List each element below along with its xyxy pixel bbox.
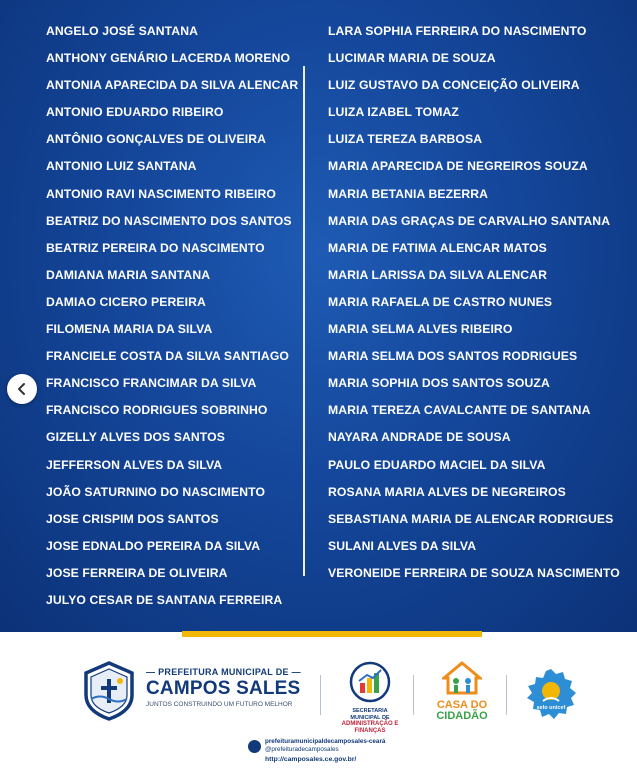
city-name: CAMPOS SALES — [146, 678, 301, 699]
admin-financas-logo — [340, 661, 400, 734]
names-column-right — [328, 18, 628, 587]
unicef-label: selo unicef — [536, 705, 566, 711]
name-item: MARIA DAS GRAÇAS DE CARVALHO SANTANA — [328, 213, 611, 228]
name-item: JULYO CESAR DE SANTANA FERREIRA — [46, 592, 283, 607]
casa-line-2: CIDADÃO — [436, 710, 488, 722]
prefeitura-logo — [80, 661, 315, 721]
admin-label: ADMINISTRAÇÃO E FINANÇAS — [341, 721, 399, 734]
name-item: JEFFERSON ALVES DA SILVA — [46, 457, 223, 472]
admin-chart-icon — [349, 661, 391, 703]
prefeitura-label: — PREFEITURA MUNICIPAL DE — — [146, 667, 301, 677]
name-item: JOSE FERREIRA DE OLIVEIRA — [46, 565, 228, 580]
name-item: BEATRIZ PEREIRA DO NASCIMENTO — [46, 240, 265, 255]
name-item: MARIA SELMA ALVES RIBEIRO — [328, 322, 513, 337]
logo-divider — [320, 675, 321, 715]
name-item: SEBASTIANA MARIA DE ALENCAR RODRIGUES — [328, 511, 614, 526]
house-icon — [442, 661, 482, 695]
website-link[interactable]: http://camposales.ce.gov.br/ — [265, 756, 357, 763]
name-item: FRANCISCO RODRIGUES SOBRINHO — [46, 403, 268, 418]
name-item: VERONEIDE FERREIRA DE SOUZA NASCIMENTO — [328, 565, 620, 580]
name-item: ANTONIO LUIZ SANTANA — [46, 159, 197, 174]
name-item: LUIZA TEREZA BARBOSA — [328, 132, 483, 147]
previous-slide-button[interactable] — [7, 374, 37, 404]
name-item: MARIA SELMA DOS SANTOS RODRIGUES — [328, 349, 578, 364]
name-item: MARIA DE FATIMA ALENCAR MATOS — [328, 240, 547, 255]
contact-handle-1[interactable]: prefeituramunicipaldecamposales-ceará — [265, 738, 386, 745]
column-divider — [303, 66, 305, 576]
name-item: MARIA BETANIA BEZERRA — [328, 186, 489, 201]
name-item: FRANCIELE COSTA DA SILVA SANTIAGO — [46, 349, 289, 364]
unicef-seal-icon — [523, 667, 579, 723]
name-item: MARIA APARECIDA DE NEGREIROS SOUZA — [328, 159, 588, 174]
casa-line-1: CASA DO — [436, 699, 488, 711]
name-item: DAMIANA MARIA SANTANA — [46, 267, 211, 282]
name-item: PAULO EDUARDO MACIEL DA SILVA — [328, 457, 546, 472]
name-item: FILOMENA MARIA DA SILVA — [46, 322, 213, 337]
logo-divider — [506, 675, 507, 715]
name-item: NAYARA ANDRADE DE SOUSA — [328, 430, 511, 445]
name-item: BEATRIZ DO NASCIMENTO DOS SANTOS — [46, 213, 292, 228]
casa-do-cidadao-logo — [434, 661, 490, 731]
name-item: DAMIAO CICERO PEREIRA — [46, 294, 206, 309]
contact-handle-2[interactable]: @prefeituradecamposales — [265, 746, 339, 753]
name-item: SULANI ALVES DA SILVA — [328, 538, 477, 553]
city-crest-icon — [80, 661, 138, 721]
name-item: ANTONIO RAVI NASCIMENTO RIBEIRO — [46, 186, 276, 201]
name-item: ANTONIA APARECIDA DA SILVA ALENCAR — [46, 78, 299, 93]
name-item: MARIA SOPHIA DOS SANTOS SOUZA — [328, 376, 550, 391]
name-item: JOSE CRISPIM DOS SANTOS — [46, 511, 219, 526]
name-item: MARIA LARISSA DA SILVA ALENCAR — [328, 267, 547, 282]
name-item: ROSANA MARIA ALVES DE NEGREIROS — [328, 484, 566, 499]
social-icon — [248, 740, 261, 753]
city-tagline: JUNTOS CONSTRUINDO UM FUTURO MELHOR — [146, 701, 293, 708]
name-item: ANTÔNIO GONÇALVES DE OLIVEIRA — [46, 132, 267, 147]
name-item: LUIZA IZABEL TOMAZ — [328, 105, 459, 120]
selo-unicef-logo — [523, 667, 579, 723]
name-item: GIZELLY ALVES DOS SANTOS — [46, 430, 225, 445]
name-item: MARIA TEREZA CAVALCANTE DE SANTANA — [328, 403, 591, 418]
chevron-left-icon — [15, 382, 29, 396]
footer — [0, 637, 637, 769]
name-item: LUIZ GUSTAVO DA CONCEIÇÃO OLIVEIRA — [328, 78, 580, 93]
admin-small-label: SECRETARIA MUNICIPAL DE — [350, 708, 390, 721]
names-column-left — [46, 18, 301, 614]
name-item: JOÃO SATURNINO DO NASCIMENTO — [46, 484, 266, 499]
name-item: JOSE EDNALDO PEREIRA DA SILVA — [46, 538, 261, 553]
name-item: ANTONIO EDUARDO RIBEIRO — [46, 105, 224, 120]
logo-divider — [413, 675, 414, 715]
name-item: FRANCISCO FRANCIMAR DA SILVA — [46, 376, 257, 391]
name-item: MARIA RAFAELA DE CASTRO NUNES — [328, 294, 553, 309]
name-item: LUCIMAR MARIA DE SOUZA — [328, 51, 496, 66]
name-item: LARA SOPHIA FERREIRA DO NASCIMENTO — [328, 24, 587, 38]
name-item: ANTHONY GENÁRIO LACERDA MORENO — [46, 51, 291, 66]
name-item: ANGELO JOSÉ SANTANA — [46, 24, 198, 38]
